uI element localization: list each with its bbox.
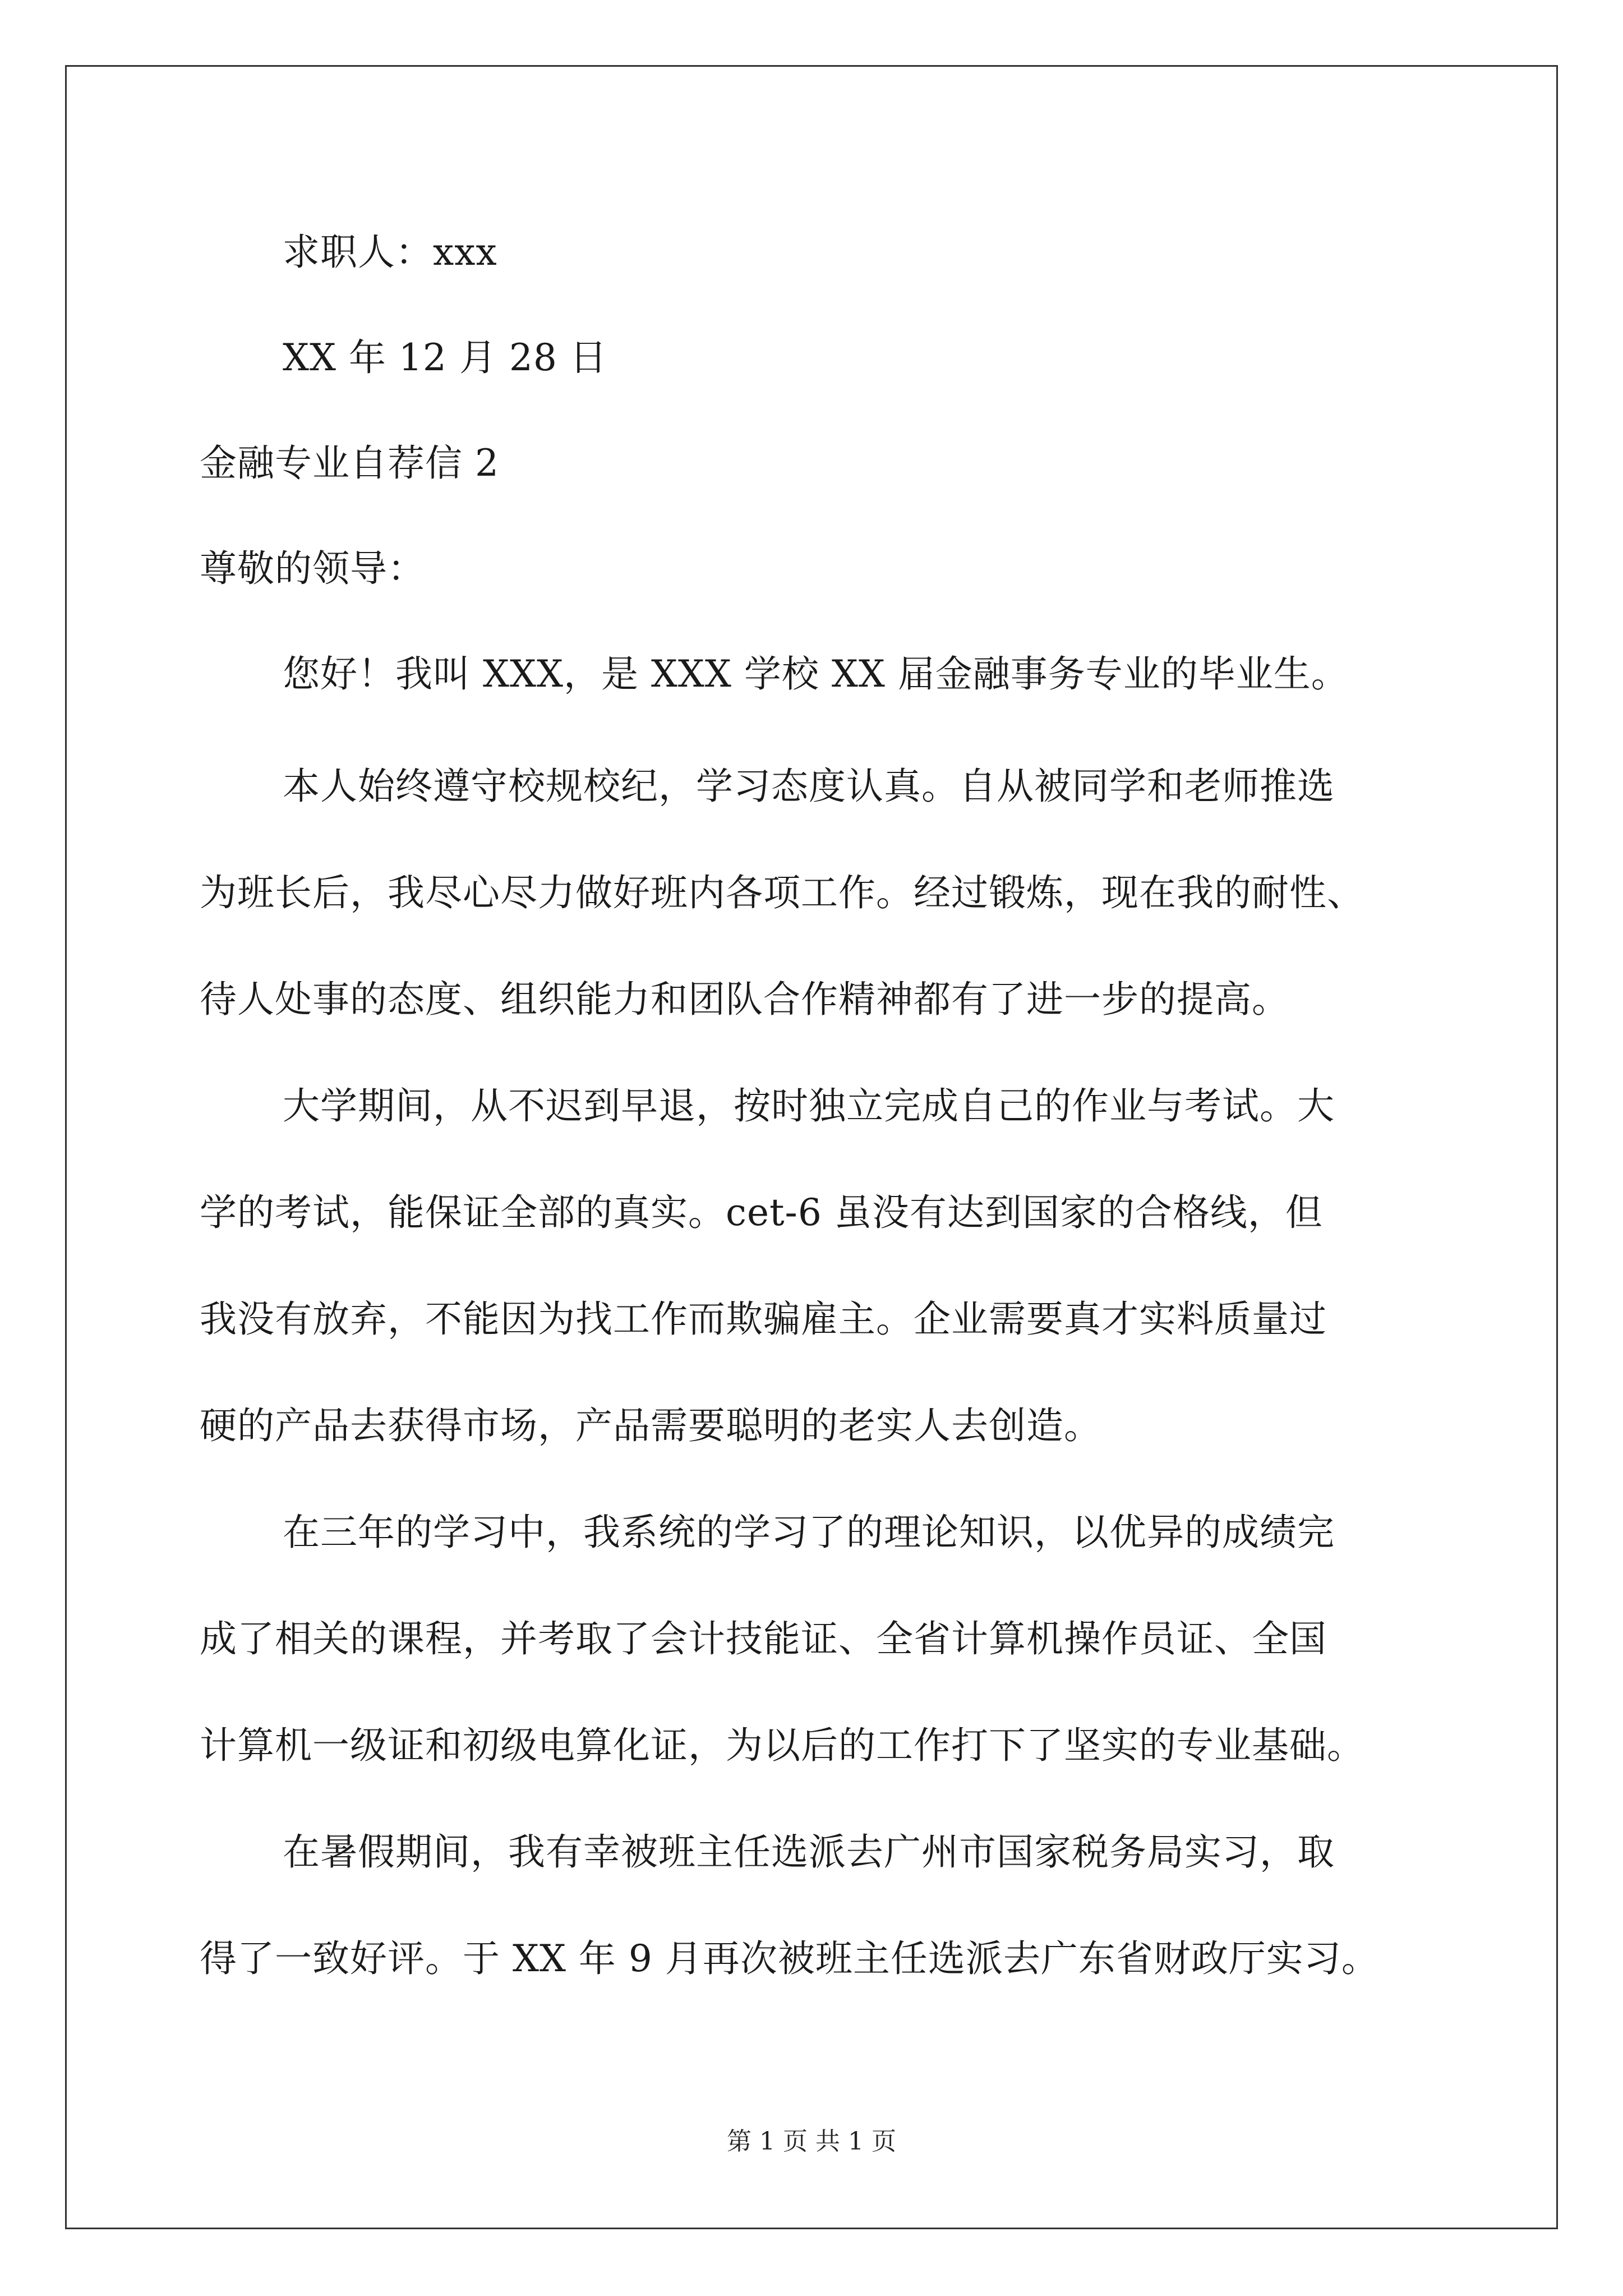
paragraph-line: 我没有放弃，不能因为找工作而欺骗雇主。企业需要真才实料质量过 (200, 1297, 1327, 1341)
applicant-signature: 求职人：xxx (283, 231, 497, 274)
paragraph-line: 您好！我叫 XXX，是 XXX 学校 XX 届金融事务专业的毕业生。 (283, 652, 1349, 696)
paragraph-line: 计算机一级证和初级电算化证，为以后的工作打下了坚实的专业基础。 (200, 1724, 1364, 1767)
paragraph-line: 在三年的学习中，我系统的学习了的理论知识，以优异的成绩完 (283, 1511, 1335, 1554)
section-title: 金融专业自荐信 2 (200, 441, 499, 485)
paragraph-line: 为班长后，我尽心尽力做好班内各项工作。经过锻炼，现在我的耐性、 (200, 871, 1364, 914)
salutation: 尊敬的领导： (200, 547, 425, 590)
paragraph-line: 得了一致好评。于 XX 年 9 月再次被班主任选派去广东省财政厅实习。 (200, 1937, 1379, 1980)
paragraph-line: 在暑假期间，我有幸被班主任选派去广州市国家税务局实习，取 (283, 1830, 1335, 1874)
paragraph-line: 大学期间，从不迟到早退，按时独立完成自己的作业与考试。大 (283, 1084, 1335, 1128)
paragraph-line: 硬的产品去获得市场，产品需要聪明的老实人去创造。 (200, 1404, 1101, 1447)
page-number-footer: 第 1 页 共 1 页 (727, 2127, 896, 2156)
paragraph-line: 成了相关的课程，并考取了会计技能证、全省计算机操作员证、全国 (200, 1617, 1327, 1660)
paragraph-line: 待人处事的态度、组织能力和团队合作精神都有了进一步的提高。 (200, 978, 1289, 1021)
page-border (65, 65, 1558, 2229)
paragraph-line: 本人始终遵守校规校纪，学习态度认真。自从被同学和老师推选 (283, 765, 1335, 808)
paragraph-line: 学的考试，能保证全部的真实。cet-6 虽没有达到国家的合格线，但 (200, 1191, 1323, 1234)
letter-date: XX 年 12 月 28 日 (283, 336, 607, 379)
